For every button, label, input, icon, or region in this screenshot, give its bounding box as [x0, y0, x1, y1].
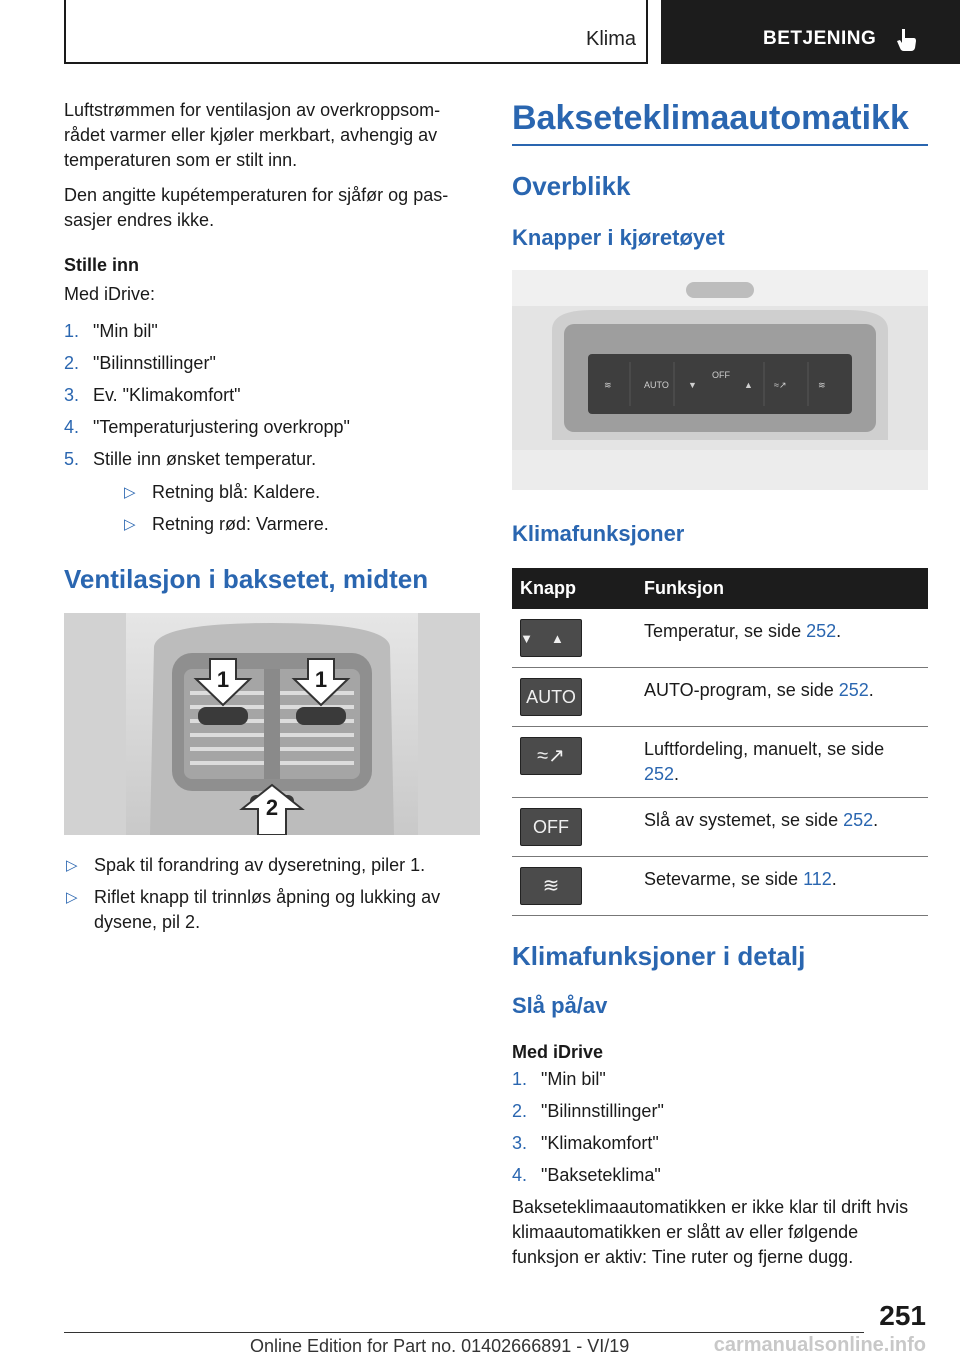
intro-paragraph: Luftstrømmen for ventilasjon av overkroppsom‐rådet varmer eller kjøler merkbart, avhengig av temperaturen som er stilt inn. — [64, 100, 441, 170]
vent-heading: Ventilasjon i baksetet, midten — [64, 564, 429, 594]
functions-heading: Klimafunksjoner — [512, 521, 685, 546]
page-link[interactable]: 112 — [803, 869, 832, 889]
detail-heading: Klimafunksjoner i detalj — [512, 941, 806, 971]
auto-button-icon: AUTO — [520, 678, 582, 716]
svg-text:▲: ▲ — [744, 380, 753, 390]
triangle-bullet-icon: ▷ — [124, 516, 136, 533]
table-header-knapp: Knapp — [512, 568, 636, 609]
substeps — [122, 480, 480, 537]
list-item: 5. Stille inn ønsket temperatur. ▷ Retning blå: Kaldere. ▷ Retning rød: Varmere. — [64, 447, 480, 537]
setting-intro: Med iDrive: — [64, 284, 156, 304]
list-item: 4. "Temperaturjustering overkropp" — [64, 417, 350, 437]
table-row: OFF Slå av systemet, se side 252. — [512, 798, 928, 857]
page-title: Bakseteklimaautomatikk — [512, 98, 928, 146]
control-panel-illustration — [512, 270, 928, 490]
arrow-label-1: 1 — [216, 667, 230, 692]
table-row: ▼▲ Temperatur, se side 252. — [512, 609, 928, 668]
list-item: 2. "Bilinnstillinger" — [512, 1101, 664, 1121]
rear-vent-image — [64, 613, 480, 835]
buttons-heading: Knapper i kjøretøyet — [512, 225, 725, 250]
triangle-bullet-icon: ▷ — [124, 484, 136, 501]
table-header-funksjon: Funksjon — [636, 568, 928, 609]
svg-text:▼: ▼ — [688, 380, 697, 390]
temperature-arrows-icon: ▼▲ — [520, 619, 582, 657]
onoff-heading: Slå på/av — [512, 993, 608, 1018]
idrive-steps — [512, 1067, 928, 1188]
svg-text:AUTO: AUTO — [644, 380, 669, 390]
svg-text:≋: ≋ — [818, 380, 826, 390]
svg-text:OFF: OFF — [712, 370, 730, 380]
seat-heating-icon: ≋ — [520, 867, 582, 905]
footer-edition: Online Edition for Part no. 01402666891 - VI/19 — [250, 1336, 630, 1356]
list-item: ▷ Spak til forandring av dyseretning, piler 1. — [64, 853, 480, 878]
list-item: 3. Ev. "Klimakomfort" — [64, 385, 241, 405]
final-paragraph: Bakseteklimaautomatikken er ikke klar til drift hvis klimaautomatikken er slått av eller følgende funksjon er aktiv: Tine ruter og fjerne dugg. — [512, 1197, 909, 1267]
footer-divider — [64, 1332, 864, 1333]
off-button-icon: OFF — [520, 808, 582, 846]
arrow-label-2: 2 — [265, 795, 279, 820]
hand-pointer-icon — [893, 26, 919, 52]
triangle-bullet-icon: ▷ — [66, 889, 78, 906]
list-item: 3. "Klimakomfort" — [512, 1133, 659, 1153]
page-link[interactable]: 252 — [843, 810, 874, 830]
setting-steps — [64, 319, 480, 537]
page-link[interactable]: 252 — [838, 680, 869, 700]
header-box — [64, 0, 648, 64]
footer-watermark: carmanualsonline.info — [713, 1334, 926, 1356]
list-item: 1. "Min bil" — [64, 321, 158, 341]
header-tab-label: BETJENING — [763, 28, 877, 49]
list-item: 2. "Bilinnstillinger" — [64, 353, 216, 373]
overview-heading: Overblikk — [512, 171, 631, 201]
svg-text:≈↗: ≈↗ — [774, 380, 787, 390]
list-item: 1. "Min bil" — [512, 1069, 606, 1089]
setting-title: Stille inn — [64, 255, 140, 275]
vent-bullets — [64, 853, 480, 935]
functions-table — [512, 568, 928, 916]
page-link[interactable]: 252 — [644, 764, 675, 784]
header-tab — [661, 0, 960, 64]
right-column — [512, 98, 928, 1270]
list-item: 4. "Bakseteklima" — [512, 1165, 661, 1185]
table-row: AUTO AUTO-program, se side 252. — [512, 668, 928, 727]
header-section: Klima — [585, 28, 636, 50]
list-item: ▷ Riflet knapp til trinnløs åpning og lukking av dysene, pil 2. — [66, 887, 441, 932]
idrive-title: Med iDrive — [512, 1042, 604, 1062]
control-panel-image — [512, 270, 928, 490]
cabin-temp-paragraph: Den angitte kupétemperaturen for sjåfør og pas‐sasjer endres ikke. — [64, 185, 449, 230]
table-row: ≈↗ Luftfordeling, manuelt, se side 252. — [512, 727, 928, 798]
air-distribution-icon: ≈↗ — [520, 737, 582, 775]
page-link[interactable]: 252 — [806, 621, 837, 641]
page-number: 251 — [879, 1300, 926, 1331]
list-item: ▷ Retning rød: Varmere. — [122, 512, 480, 537]
left-column — [64, 98, 480, 942]
triangle-bullet-icon: ▷ — [66, 857, 78, 874]
svg-text:≋: ≋ — [604, 380, 612, 390]
list-item: ▷ Retning blå: Kaldere. — [122, 480, 480, 505]
arrow-label-1b: 1 — [314, 667, 328, 692]
table-header-row — [512, 568, 928, 609]
table-row: ≋ Setevarme, se side 112. — [512, 857, 928, 916]
